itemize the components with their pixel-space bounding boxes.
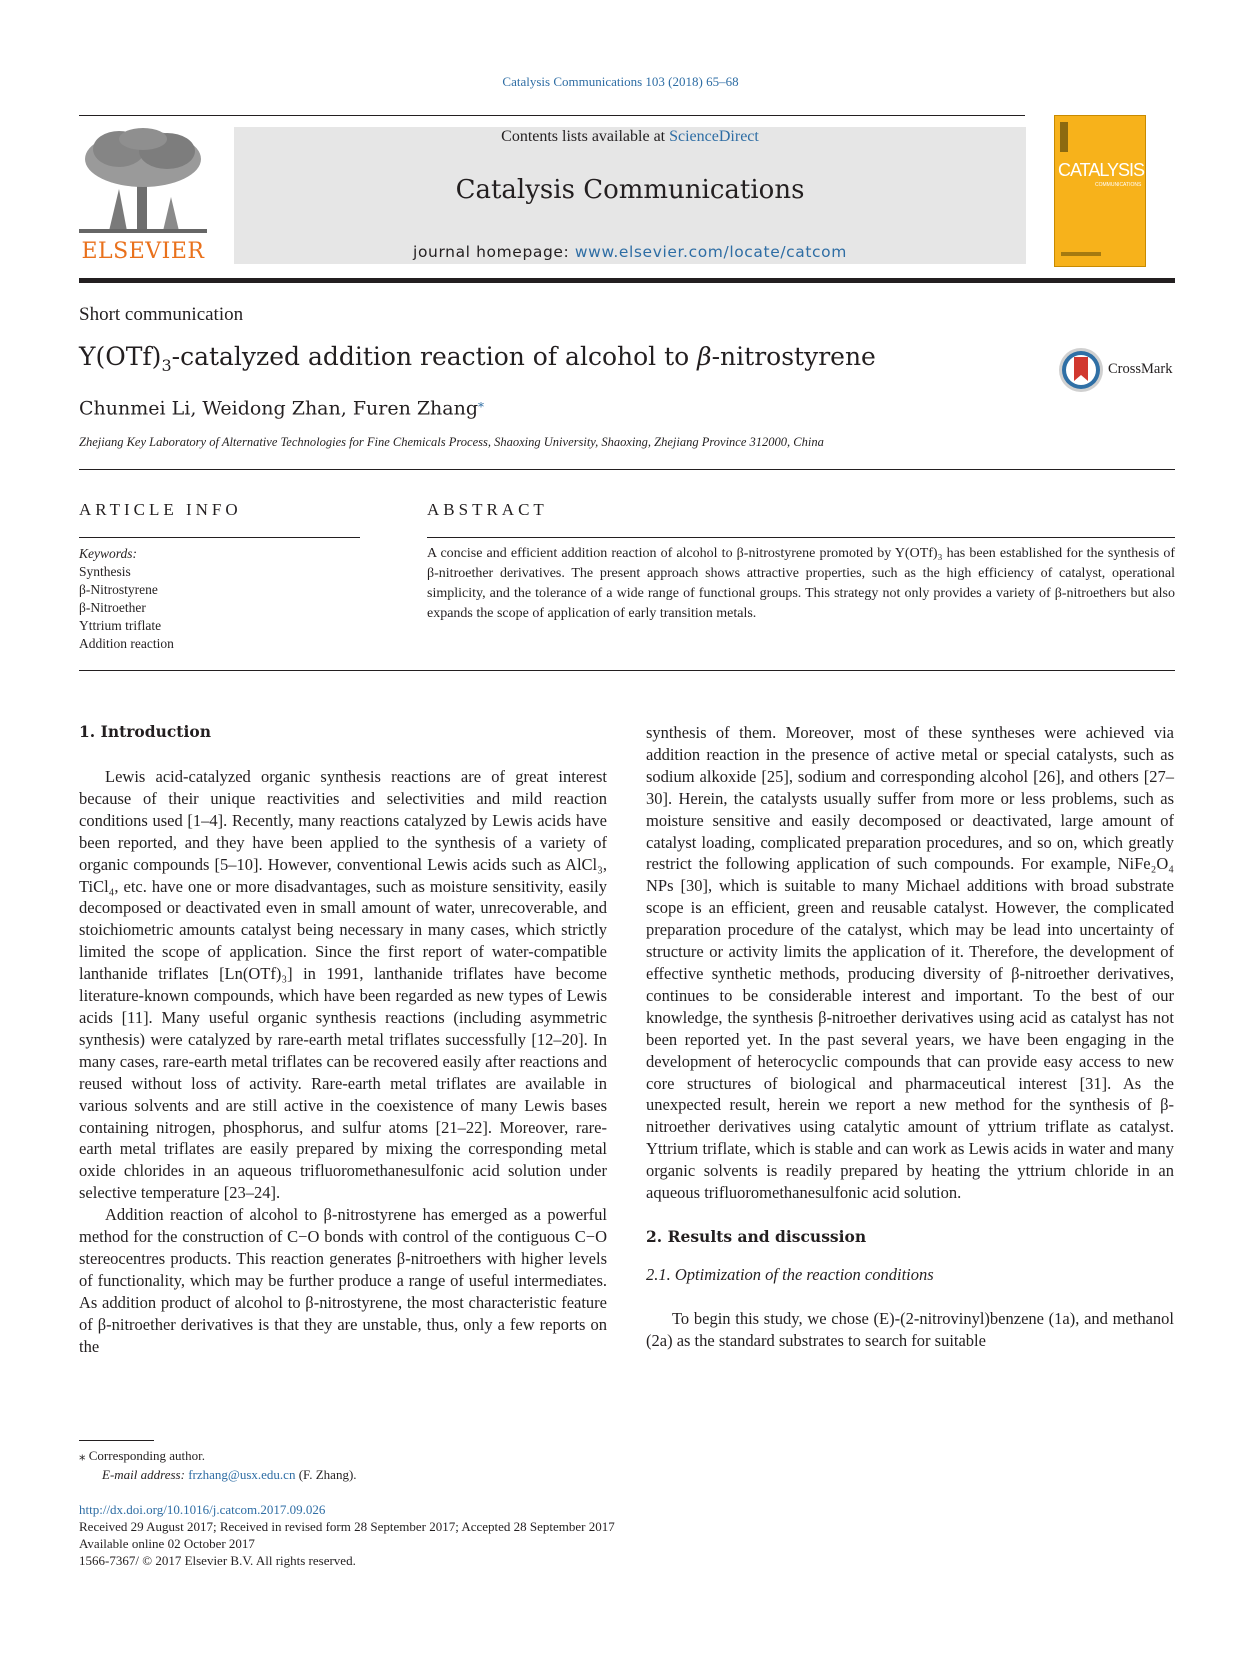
- intro-heading: 1. Introduction: [79, 722, 211, 741]
- journal-cover-image[interactable]: [1054, 115, 1146, 267]
- right-column: [646, 722, 1174, 1352]
- footnote-rule: [79, 1440, 154, 1441]
- homepage-link[interactable]: www.elsevier.com/locate/catcom: [574, 243, 847, 261]
- article-title: [79, 342, 876, 375]
- cover-emblem: [1060, 122, 1068, 152]
- journal-banner: [234, 127, 1026, 264]
- intro-paragraph-1: Lewis acid-catalyzed organic synthesis reactions are of great interest because of their unique reactivities and selectivities and mild reaction conditions used [1–4]. Recently, many reactions catalyzed by Lewis acids have been reported, and they have been applied to the synthesis of a variety of organic compounds [5–10]. However, conventional Lewis acids such as AlCl₃, TiCl₄, etc. have one or more disadvantages, such as moisture sensitivity, easily decomposed or deactivated even in small amount of water, unrecoverable, and stoichiometric amounts catalyst being necessary in many cases, which strictly limited the scope of application. Since the first report of water-compatible lanthanide triflates [Ln(OTf)₃] in 1991, lanthanide triflates have become literature-known compounds, which have been regarded as new types of Lewis acids [11]. Many useful organic synthesis reactions (including asymmetric synthesis) were catalyzed by rare-earth metal triflates successfully [12–20]. In many cases, rare-earth metal triflates can be recovered easily after reactions and reused without loss of activity. Rare-earth metal triflates are available in various solvents and are still active in the coexistence of many Lewis bases containing nitrogen, phosphorus, and sulfur atoms [21–22]. Moreover, rare-earth metal triflates are easily prepared by mixing the corresponding metal oxide chlorides in an aqueous trifluoromethanesulfonic acid solution under selective temperature [23–24].: [79, 767, 607, 1203]
- elsevier-tree-icon: [79, 127, 207, 235]
- cover-subtitle: COMMUNICATIONS: [1095, 182, 1142, 188]
- corresponding-author-note: ⁎ Corresponding author.: [79, 1448, 206, 1463]
- journal-citation[interactable]: Catalysis Communications 103 (2018) 65–68: [502, 74, 739, 89]
- received-dates: Received 29 August 2017; Received in revised form 28 September 2017; Accepted 28 September 2017: [79, 1519, 615, 1534]
- subsection-heading: 2.1. Optimization of the reaction conditions: [646, 1264, 934, 1284]
- affiliation: Zhejiang Key Laboratory of Alternative Technologies for Fine Chemicals Process, Shaoxing University, Shaoxing, Zhejiang Province 312000, China: [79, 435, 824, 449]
- sciencedirect-link[interactable]: ScienceDirect: [669, 128, 759, 145]
- contents-prefix: Contents lists available at: [501, 128, 670, 145]
- article-info-rule: [79, 537, 360, 538]
- intro-paragraph-3: synthesis of them. Moreover, most of these syntheses were achieved via addition reaction in the presence of active metal or special catalysts, such as sodium alkoxide [25], sodium and corresponding alcohol [26], and others [27–30]. Herein, the catalysts usually suffer from more or less problems, such as moisture sensitive and easily decomposed or deactivated, large amount of catalyst loading, complicated preparation procedures, and so on, which greatly restrict the following application of such compounds. For example, NiFe₂O₄ NPs [30], which is suitable to many Michael additions with broad substrate scope is an efficient, green and reusable catalyst. However, the complicated preparation procedure of the catalyst, which may be lead into uncertainty of structure or activity limits the application of it. Therefore, the development of effective synthetic methods, producing diversity of β-nitroether derivatives, continues to be considerable interest and important. To the best of our knowledge, the synthesis β-nitroether derivatives using acid as catalyst has not been reported yet. In the past several years, we have been engaging in the development of heterocyclic compounds that can provide easy access to new core structures of biological and pharmaceutical interest [31]. As the unexpected result, herein we report a new method for the synthesis of β-nitroether derivatives using catalytic amount of yttrium triflate as catalyst. Yttrium triflate, which is stable and can work as Lewis acids in water and many organic solvents is readily prepared by heating the yttrium chloride in an aqueous trifluoromethanesulfonic acid solution.: [646, 723, 1174, 1203]
- email-suffix: (F. Zhang).: [295, 1467, 357, 1482]
- email-line: [102, 1467, 357, 1483]
- corresponding-author-mark[interactable]: ⁎: [478, 396, 485, 410]
- doi-link[interactable]: http://dx.doi.org/10.1016/j.catcom.2017.09.026: [79, 1502, 326, 1517]
- keywords-block: [79, 545, 174, 653]
- keyword-item: β-Nitrostyrene: [79, 582, 158, 597]
- keyword-item: Addition reaction: [79, 636, 174, 651]
- affiliation-rule: [79, 469, 1175, 470]
- author-line: [79, 396, 484, 419]
- abstract-text: A concise and efficient addition reaction of alcohol to β-nitrostyrene promoted by Y(OTf)₃ has been established for the synthesis of β-nitroether derivatives. The present approach shows attractive properties, such as the high efficiency of catalyst, operational simplicity, and the tolerance of a wide range of functional groups. This strategy not only provides a variety of β-nitroethers but also expands the scope of application of early transition metals.: [427, 546, 1175, 621]
- crossmark-label: CrossMark: [1108, 361, 1173, 377]
- keyword-item: Synthesis: [79, 564, 131, 579]
- homepage-line: [234, 243, 1026, 261]
- abstract-heading: ABSTRACT: [427, 500, 548, 519]
- title-part3: -nitrostyrene: [711, 342, 876, 371]
- abstract-rule: [427, 537, 1175, 538]
- keywords-label: Keywords:: [79, 546, 137, 561]
- cover-title: CATALYSIS: [1058, 160, 1145, 180]
- title-subscript: 3: [161, 356, 172, 375]
- intro-paragraph-2: Addition reaction of alcohol to β-nitrostyrene has emerged as a powerful method for the construction of C−O bonds with control of the contiguous C−O stereocentres products. This reaction generates β-nitroethers with higher levels of functionality, which may be further produce a range of useful intermediates. As addition product of alcohol to β-nitrostyrene, the most characteristic feature of β-nitroether derivatives is that they are unstable, thus, only a few reports on the: [79, 1205, 607, 1356]
- article-info-heading: ARTICLE INFO: [79, 500, 242, 519]
- results-paragraph-1: To begin this study, we chose (E)-(2-nitrovinyl)benzene (1a), and methanol (2a) as the standard substrates to search for suitable: [646, 1308, 1174, 1350]
- publisher-name: ELSEVIER: [81, 239, 205, 264]
- header-thick-rule: [79, 278, 1175, 283]
- copyright: 1566-7367/ © 2017 Elsevier B.V. All rights reserved.: [79, 1553, 356, 1568]
- available-online: Available online 02 October 2017: [79, 1536, 255, 1551]
- title-part1: Y(OTf): [79, 342, 162, 371]
- title-part2: -catalyzed addition reaction of alcohol to: [171, 342, 698, 371]
- keyword-item: β-Nitroether: [79, 600, 146, 615]
- header-top-rule: [79, 115, 1025, 116]
- authors: Chunmei Li, Weidong Zhan, Furen Zhang: [79, 397, 479, 420]
- elsevier-logo[interactable]: [79, 127, 207, 264]
- journal-title: Catalysis Communications: [455, 175, 805, 205]
- cover-footer-mark: [1061, 252, 1101, 256]
- results-heading: 2. Results and discussion: [646, 1226, 867, 1246]
- homepage-prefix: journal homepage:: [413, 243, 575, 261]
- contents-line: [234, 128, 1026, 146]
- email-label: E-mail address:: [102, 1467, 189, 1482]
- keyword-item: Yttrium triflate: [79, 618, 162, 633]
- abstract-bottom-rule: [79, 670, 1175, 671]
- left-column: [79, 766, 607, 1357]
- crossmark-icon: [1058, 347, 1104, 393]
- article-type: Short communication: [79, 304, 244, 325]
- email-link[interactable]: frzhang@usx.edu.cn: [188, 1467, 296, 1482]
- title-beta: β: [697, 342, 712, 371]
- crossmark-badge[interactable]: [1058, 347, 1178, 392]
